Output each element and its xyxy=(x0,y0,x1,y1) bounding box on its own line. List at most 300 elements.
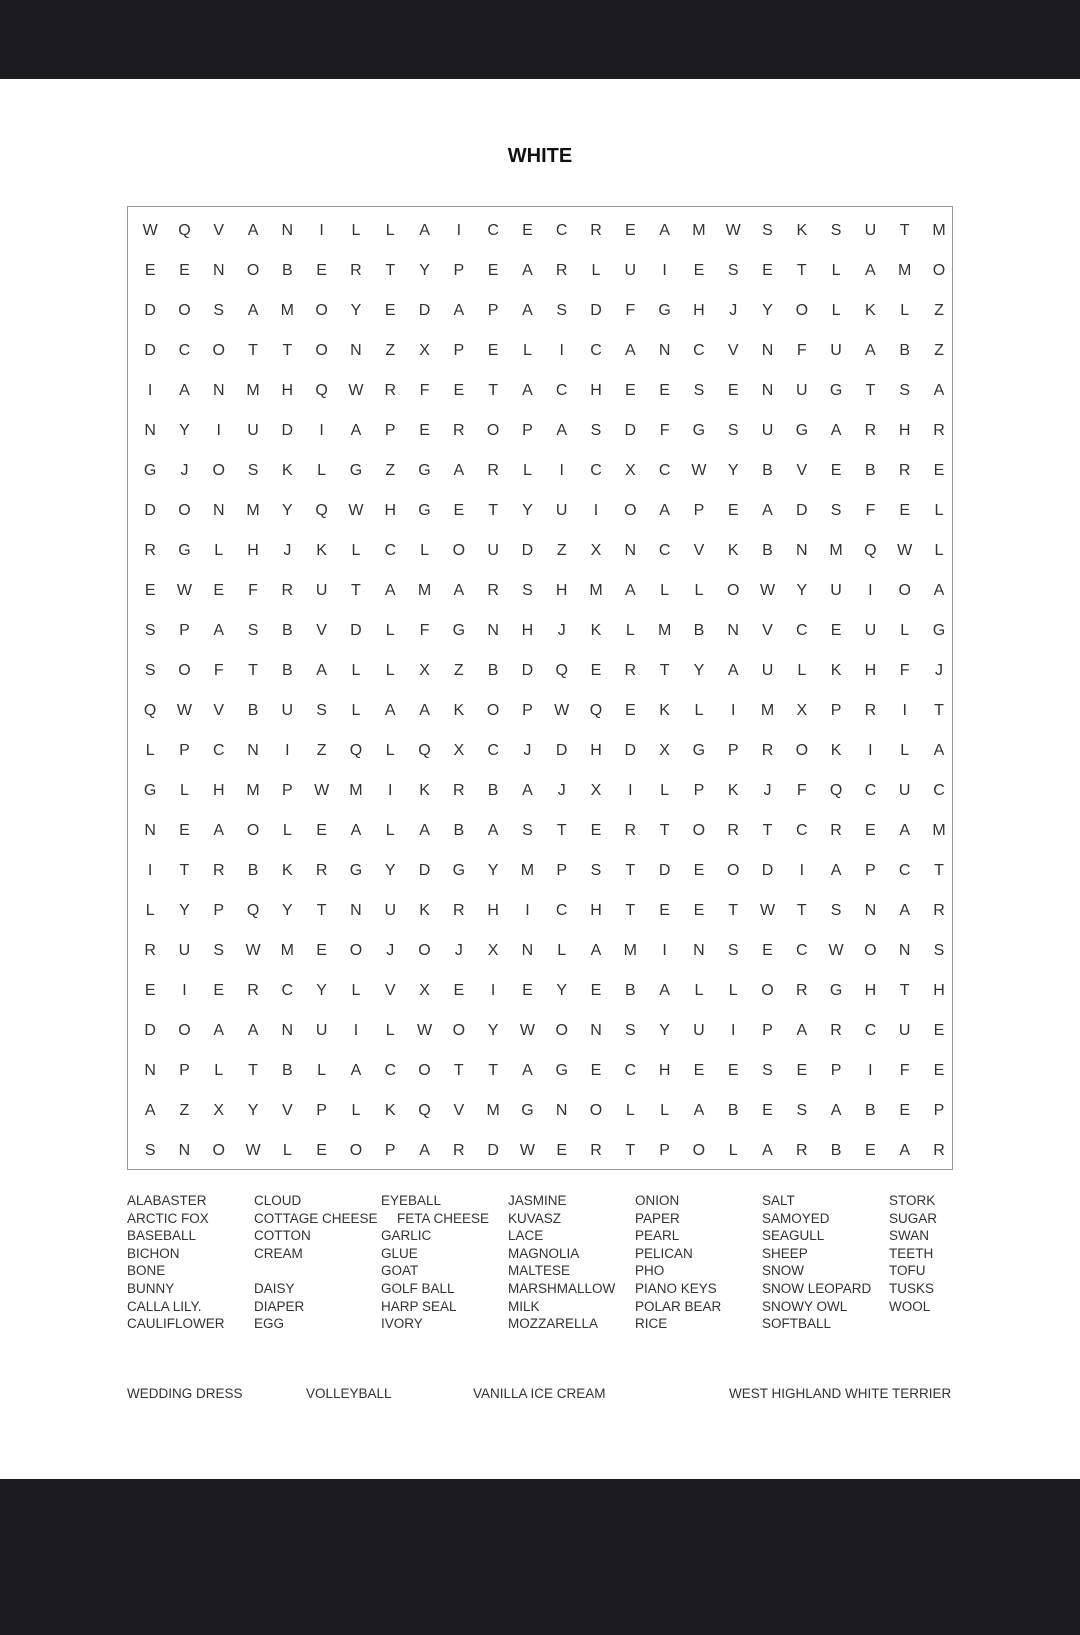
grid-letter: T xyxy=(248,342,258,359)
grid-letter: X xyxy=(590,782,602,799)
word-item: MAGNOLIA xyxy=(508,1245,580,1261)
word-item: SWAN xyxy=(889,1228,929,1244)
grid-letter: L xyxy=(728,1142,738,1159)
grid-letter: D xyxy=(350,622,362,639)
grid-letter: D xyxy=(281,422,294,439)
grid-letter: E xyxy=(419,422,430,439)
grid-letter: U xyxy=(761,422,774,439)
word-item: GLUE xyxy=(381,1245,418,1261)
grid-letter: U xyxy=(796,382,808,399)
grid-letter: A xyxy=(830,422,842,439)
grid-letter: U xyxy=(898,1022,911,1039)
grid-letter: A xyxy=(213,622,225,639)
grid-letter: E xyxy=(762,262,773,279)
grid-letter: R xyxy=(453,422,465,439)
grid-letter: G xyxy=(692,742,706,759)
grid-letter: S xyxy=(830,902,842,919)
grid-letter: U xyxy=(315,582,328,599)
grid-letter: M xyxy=(657,622,672,639)
grid-letter: S xyxy=(213,942,225,959)
grid-letter: W xyxy=(519,1022,535,1039)
grid-letter: K xyxy=(316,542,327,559)
grid-letter: W xyxy=(348,382,364,399)
grid-letter: E xyxy=(487,342,499,359)
grid-row xyxy=(128,371,952,411)
grid-letter: L xyxy=(900,622,910,639)
grid-row xyxy=(128,1011,952,1051)
grid-letter: K xyxy=(830,662,842,679)
grid-letter: R xyxy=(590,1142,602,1159)
grid-letter: T xyxy=(899,982,910,999)
word-item: MOZZARELLA xyxy=(508,1316,599,1332)
grid-letter: H xyxy=(212,782,225,799)
grid-letter: E xyxy=(144,982,156,999)
grid-letter: O xyxy=(349,1142,363,1159)
word-item: BONE xyxy=(127,1263,166,1279)
grid-letter: C xyxy=(384,1062,396,1079)
grid-letter: G xyxy=(452,622,466,639)
grid-row xyxy=(128,931,952,971)
grid-letter: H xyxy=(590,742,602,759)
grid-letter: T xyxy=(282,342,293,359)
word-item: PAPER xyxy=(635,1210,680,1226)
grid-letter: D xyxy=(418,862,431,879)
grid-letter: A xyxy=(419,222,430,239)
grid-letter: L xyxy=(385,822,395,839)
grid-letter: E xyxy=(693,902,705,919)
grid-letter: R xyxy=(590,222,602,239)
grid-letter: C xyxy=(555,382,568,399)
word-item: KUVASZ xyxy=(508,1210,562,1226)
grid-letter: D xyxy=(658,862,671,879)
grid-letter: J xyxy=(729,302,738,319)
grid-letter: Y xyxy=(727,462,739,479)
grid-letter: P xyxy=(693,782,705,799)
grid-row xyxy=(128,211,952,251)
grid-letter: T xyxy=(659,662,670,679)
grid-letter: W xyxy=(725,222,741,239)
word-item: MILK xyxy=(508,1298,540,1314)
grid-letter: C xyxy=(658,462,671,479)
grid-letter: U xyxy=(555,502,568,519)
grid-letter: C xyxy=(864,782,877,799)
grid-row xyxy=(128,731,952,771)
grid-letter: L xyxy=(797,662,807,679)
grid-letter: A xyxy=(453,462,465,479)
grid-letter: O xyxy=(418,942,431,959)
word-item: BASEBALL xyxy=(127,1228,197,1244)
grid-letter: N xyxy=(898,942,911,959)
grid-letter: C xyxy=(212,742,225,759)
grid-letter: H xyxy=(521,622,534,639)
grid-letter: H xyxy=(384,502,396,519)
grid-letter: E xyxy=(693,262,705,279)
grid-letter: N xyxy=(144,1062,156,1079)
grid-letter: U xyxy=(281,702,294,719)
grid-letter: O xyxy=(212,462,225,479)
grid-letter: J xyxy=(934,662,943,679)
grid-letter: I xyxy=(319,222,324,239)
grid-letter: X xyxy=(453,742,465,759)
grid-letter: A xyxy=(693,1102,705,1119)
grid-letter: Q xyxy=(349,742,363,759)
word-item: VOLLEYBALL xyxy=(306,1386,392,1401)
grid-letter: U xyxy=(864,622,877,639)
grid-letter: D xyxy=(144,302,156,319)
grid-letter: X xyxy=(419,662,430,679)
grid-row xyxy=(128,451,952,491)
word-item: GOLF BALL xyxy=(381,1280,455,1296)
grid-letter: L xyxy=(317,1062,327,1079)
grid-letter: Y xyxy=(762,302,773,319)
word-column xyxy=(635,1192,775,1333)
grid-letter: X xyxy=(624,462,636,479)
grid-letter: G xyxy=(452,862,466,879)
grid-letter: L xyxy=(385,662,395,679)
grid-letter: A xyxy=(865,262,876,279)
grid-letter: N xyxy=(590,1022,602,1039)
grid-letter: Y xyxy=(487,1022,499,1039)
grid-letter: F xyxy=(625,302,636,319)
grid-letter: T xyxy=(728,902,739,919)
grid-letter: O xyxy=(589,1102,603,1119)
grid-letter: E xyxy=(624,382,636,399)
grid-letter: U xyxy=(830,582,842,599)
grid-letter: Q xyxy=(418,742,431,759)
grid-letter: O xyxy=(246,822,260,839)
word-item: WEST HIGHLAND WHITE TERRIER xyxy=(729,1386,952,1401)
grid-letter: A xyxy=(213,1022,225,1039)
grid-letter: M xyxy=(692,222,706,239)
grid-letter: N xyxy=(144,822,156,839)
grid-letter: L xyxy=(145,902,155,919)
grid-letter: Q xyxy=(315,382,328,399)
grid-letter: E xyxy=(590,662,602,679)
grid-letter: C xyxy=(796,622,808,639)
grid-letter: Y xyxy=(350,302,362,319)
grid-letter: U xyxy=(624,262,637,279)
word-column xyxy=(762,1192,902,1333)
grid-letter: K xyxy=(384,1102,396,1119)
grid-letter: S xyxy=(830,502,842,519)
grid-letter: N xyxy=(555,1102,568,1119)
grid-letter: S xyxy=(727,422,739,439)
grid-letter: E xyxy=(316,1142,327,1159)
grid-letter: C xyxy=(178,342,191,359)
grid-letter: I xyxy=(285,742,290,759)
grid-letter: V xyxy=(453,1102,465,1119)
grid-letter: L xyxy=(660,782,670,799)
grid-letter: E xyxy=(899,502,911,519)
grid-letter: L xyxy=(351,982,361,999)
grid-letter: I xyxy=(662,942,667,959)
grid-letter: J xyxy=(386,942,395,959)
grid-letter: A xyxy=(419,1142,430,1159)
word-item: SNOWY OWL xyxy=(762,1298,848,1314)
grid-letter: G xyxy=(658,302,671,319)
grid-letter: I xyxy=(868,582,873,599)
grid-letter: V xyxy=(316,622,327,639)
grid-letter: I xyxy=(525,902,530,919)
grid-letter: N xyxy=(212,382,225,399)
grid-letter: N xyxy=(624,542,637,559)
grid-letter: U xyxy=(761,662,774,679)
grid-letter: Q xyxy=(555,662,568,679)
grid-row xyxy=(128,1051,952,1091)
grid-row xyxy=(128,491,952,531)
grid-letter: U xyxy=(898,782,911,799)
grid-letter: T xyxy=(453,1062,464,1079)
grid-letter: Y xyxy=(179,902,190,919)
grid-letter: K xyxy=(419,902,430,919)
grid-letter: E xyxy=(899,1102,911,1119)
grid-letter: Q xyxy=(315,502,328,519)
grid-letter: L xyxy=(351,222,361,239)
grid-letter: Y xyxy=(659,1022,670,1039)
grid-letter: Y xyxy=(487,862,499,879)
grid-letter: I xyxy=(868,1062,873,1079)
grid-letter: B xyxy=(693,622,705,639)
word-column xyxy=(127,1192,267,1333)
grid-letter: X xyxy=(796,702,808,719)
grid-letter: S xyxy=(556,302,568,319)
grid-letter: R xyxy=(144,542,156,559)
grid-letter: T xyxy=(556,822,567,839)
grid-letter: I xyxy=(593,502,599,519)
grid-letter: N xyxy=(796,542,808,559)
grid-letter: P xyxy=(762,1022,773,1039)
grid-letter: U xyxy=(247,422,259,439)
grid-letter: O xyxy=(246,262,260,279)
grid-letter: A xyxy=(830,862,842,879)
grid-letter: T xyxy=(351,582,361,599)
grid-letter: A xyxy=(144,1102,156,1119)
grid-letter: Q xyxy=(418,1102,431,1119)
grid-letter: Q xyxy=(246,902,260,919)
grid-letter: H xyxy=(590,382,602,399)
grid-letter: M xyxy=(932,222,946,239)
grid-letter: L xyxy=(351,662,361,679)
grid-letter: N xyxy=(178,1142,191,1159)
grid-letter: G xyxy=(178,542,191,559)
grid-letter: G xyxy=(521,1102,534,1119)
grid-letter: S xyxy=(590,422,602,439)
grid-letter: A xyxy=(213,822,225,839)
word-item: PHO xyxy=(635,1263,665,1279)
grid-letter: E xyxy=(762,942,773,959)
grid-letter: Y xyxy=(419,262,430,279)
grid-letter: O xyxy=(486,702,500,719)
grid-letter: P xyxy=(179,622,190,639)
grid-letter: I xyxy=(147,862,153,879)
grid-letter: Y xyxy=(282,502,293,519)
word-item: DIAPER xyxy=(254,1298,305,1314)
grid-row xyxy=(128,331,952,371)
grid-letter: E xyxy=(213,582,225,599)
grid-letter: O xyxy=(315,342,328,359)
grid-letter: R xyxy=(487,462,499,479)
word-item: DAISY xyxy=(254,1280,295,1296)
grid-letter: J xyxy=(523,742,532,759)
word-item: SNOW xyxy=(762,1263,804,1279)
grid-letter: A xyxy=(316,662,327,679)
grid-row xyxy=(128,251,952,291)
grid-letter: N xyxy=(350,902,362,919)
grid-letter: F xyxy=(899,1062,910,1079)
grid-letter: L xyxy=(694,982,704,999)
grid-letter: S xyxy=(693,382,705,399)
grid-letter: R xyxy=(555,262,568,279)
grid-letter: R xyxy=(624,662,637,679)
grid-letter: P xyxy=(659,1142,670,1159)
grid-letter: K xyxy=(796,222,808,239)
grid-letter: Y xyxy=(556,982,568,999)
grid-letter: R xyxy=(350,262,362,279)
word-item: TUSKS xyxy=(889,1280,935,1296)
grid-letter: X xyxy=(659,742,670,759)
word-item: LACE xyxy=(508,1228,544,1244)
grid-letter: K xyxy=(727,542,739,559)
grid-letter: T xyxy=(488,502,498,519)
grid-letter: L xyxy=(385,742,395,759)
grid-letter: T xyxy=(865,382,876,399)
grid-letter: A xyxy=(522,302,533,319)
grid-letter: I xyxy=(559,342,564,359)
grid-letter: R xyxy=(864,702,877,719)
grid-letter: F xyxy=(865,502,876,519)
grid-letter: C xyxy=(898,862,911,879)
grid-letter: I xyxy=(456,222,462,239)
grid-letter: N xyxy=(693,942,705,959)
grid-letter: S xyxy=(522,582,533,599)
grid-letter: L xyxy=(351,1102,361,1119)
grid-letter: J xyxy=(557,782,566,799)
grid-letter: A xyxy=(899,1142,911,1159)
grid-letter: M xyxy=(520,862,535,879)
grid-letter: B xyxy=(282,622,293,639)
grid-letter: W xyxy=(416,1022,433,1039)
grid-letter: D xyxy=(796,502,808,519)
grid-letter: E xyxy=(830,462,842,479)
grid-letter: E xyxy=(590,982,602,999)
grid-letter: W xyxy=(176,702,192,719)
grid-letter: T xyxy=(179,862,190,879)
grid-letter: I xyxy=(388,782,393,799)
grid-letter: F xyxy=(796,782,807,799)
grid-letter: C xyxy=(487,742,499,759)
letter-grid xyxy=(127,206,953,1170)
grid-row xyxy=(128,651,952,691)
grid-letter: E xyxy=(796,1062,808,1079)
grid-letter: M xyxy=(623,942,637,959)
grid-letter: P xyxy=(453,342,465,359)
grid-row xyxy=(128,971,952,1011)
grid-letter: W xyxy=(691,462,707,479)
grid-letter: L xyxy=(282,1142,292,1159)
grid-letter: O xyxy=(452,1022,466,1039)
grid-letter: M xyxy=(280,942,294,959)
grid-letter: P xyxy=(693,502,705,519)
grid-letter: Q xyxy=(178,222,191,239)
grid-letter: G xyxy=(829,982,843,999)
word-item: CLOUD xyxy=(254,1193,302,1208)
word-item: CALLA LILY. xyxy=(127,1298,202,1314)
grid-letter: F xyxy=(213,662,224,679)
grid-letter: A xyxy=(933,582,945,599)
grid-letter: B xyxy=(487,782,499,799)
word-item xyxy=(254,1262,394,1280)
grid-letter: M xyxy=(246,382,260,399)
grid-letter: O xyxy=(178,662,191,679)
grid-letter: U xyxy=(384,902,396,919)
grid-letter: U xyxy=(830,342,842,359)
grid-letter: O xyxy=(761,982,774,999)
grid-letter: D xyxy=(761,862,774,879)
grid-letter: Y xyxy=(522,502,533,519)
grid-letter: L xyxy=(145,742,155,759)
grid-letter: S xyxy=(830,222,842,239)
grid-letter: T xyxy=(316,902,327,919)
word-item: PIANO KEYS xyxy=(635,1280,717,1296)
grid-letter: R xyxy=(898,462,911,479)
grid-letter: L xyxy=(625,1102,635,1119)
grid-letter: A xyxy=(762,1142,773,1159)
grid-letter: T xyxy=(796,902,807,919)
grid-letter: O xyxy=(726,862,740,879)
word-item: ALABASTER xyxy=(127,1193,207,1208)
grid-letter: R xyxy=(315,862,328,879)
grid-letter: P xyxy=(453,262,465,279)
grid-letter: A xyxy=(659,982,670,999)
grid-letter: B xyxy=(282,1062,293,1079)
grid-letter: H xyxy=(864,982,877,999)
grid-letter: A xyxy=(487,822,499,839)
grid-letter: A xyxy=(453,582,465,599)
grid-letter: B xyxy=(865,1102,876,1119)
grid-letter: L xyxy=(214,542,224,559)
grid-letter: Y xyxy=(316,982,327,999)
grid-letter: X xyxy=(213,1102,225,1119)
word-item xyxy=(889,1315,1029,1333)
grid-letter: A xyxy=(247,222,259,239)
word-item: CREAM xyxy=(254,1245,303,1261)
grid-letter: C xyxy=(555,222,568,239)
grid-letter: S xyxy=(727,942,739,959)
grid-letter: G xyxy=(418,502,431,519)
grid-letter: E xyxy=(522,982,533,999)
word-item: IVORY xyxy=(381,1316,423,1332)
grid-letter: N xyxy=(350,342,362,359)
grid-letter: O xyxy=(315,302,328,319)
grid-letter: Y xyxy=(247,1102,259,1119)
grid-letter: G xyxy=(829,382,843,399)
grid-letter: S xyxy=(522,822,533,839)
word-item: MARSHMALLOW xyxy=(508,1280,616,1296)
grid-letter: P xyxy=(522,422,533,439)
grid-letter: H xyxy=(247,542,259,559)
grid-letter: V xyxy=(213,222,225,239)
grid-letter: X xyxy=(487,942,499,959)
grid-letter: L xyxy=(694,702,704,719)
grid-letter: O xyxy=(178,1022,191,1039)
grid-letter: E xyxy=(453,982,465,999)
grid-row xyxy=(128,691,952,731)
grid-letter: E xyxy=(144,262,156,279)
grid-letter: L xyxy=(282,822,292,839)
grid-letter: A xyxy=(624,342,636,359)
grid-letter: U xyxy=(864,222,877,239)
grid-letter: Q xyxy=(829,782,843,799)
